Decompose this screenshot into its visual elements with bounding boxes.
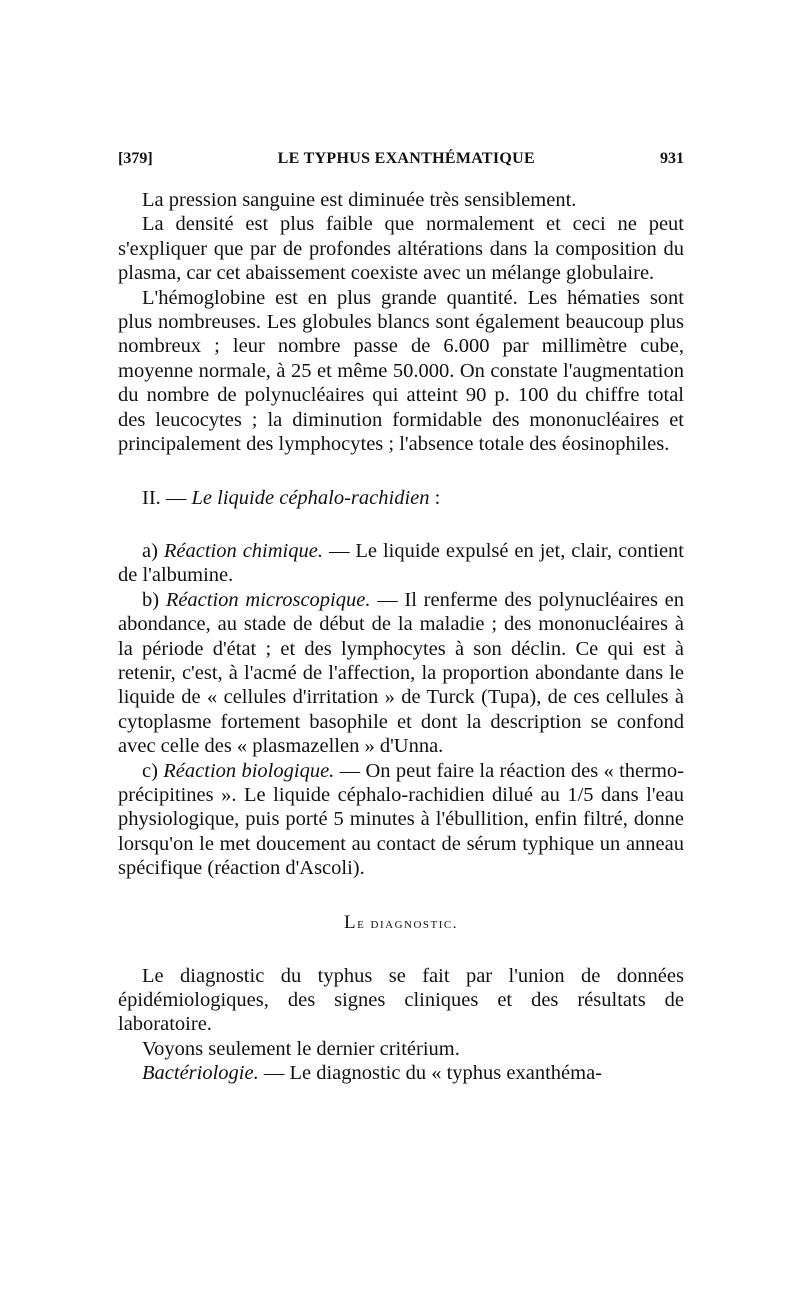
running-head — [118, 150, 684, 182]
page — [118, 150, 684, 1086]
paragraph-microscopic-reaction — [118, 588, 684, 759]
paragraph-density: La densité est plus faible que normalement et ceci ne peut s'expliquer que par de profondes altérations dans la composition du plasma, car cet abaissement coexiste avec un mélange globulaire. — [118, 213, 684, 285]
item-c-label: c) — [142, 759, 158, 782]
section-title-csf — [118, 486, 684, 510]
header-left-number: [379] — [118, 150, 153, 167]
paragraph-bacteriology — [118, 1061, 684, 1085]
item-b-title: Réaction microscopique. — [165, 588, 371, 611]
item-b-text: — Il renferme des polynucléaires en abondance, au stade de début de la maladie ; des mononucléaires à la période d'état ; et des lymphocytes à son déclin. Ce qui est à retenir, c'est, à l'acmé de l'affection, la proportion abondante dans le liquide de « cellules d'irritation » de Turck (Tupa), de ces cellules à cytoplasme fortement basophile et dont la description se confond avec celle des « plasmazellen » d'Unna. — [118, 588, 685, 758]
paragraph-diagnostic-union: Le diagnostic du typhus se fait par l'union de données épidémiologiques, des signes cliniques et des résultats de laboratoire. — [118, 964, 684, 1036]
bacteriology-text: — Le diagnostic du « typhus exanthéma- — [263, 1062, 603, 1085]
paragraph-blood-pressure: La pression sanguine est diminuée très sensiblement. — [142, 189, 577, 211]
paragraph-last-criterion: Voyons seulement le dernier critérium. — [142, 1037, 460, 1060]
item-a-title: Réaction chimique. — [163, 539, 323, 562]
diagnostic-heading-rest: e diagnostic. — [357, 915, 459, 932]
running-title: LE TYPHUS EXANTHÉMATIQUE — [277, 150, 535, 167]
paragraph-chemical-reaction — [118, 539, 684, 588]
section-title-colon: : — [429, 487, 441, 510]
diagnostic-heading — [118, 911, 684, 936]
item-c-text: — On peut faire la réaction des « thermo-précipitines ». Le liquide céphalo-rachidien dilué au 1/5 dans l'eau physiologique, puis porté 5 minutes à l'ébullition, enfin filtré, donne lorsqu'on le met doucement au contact de sérum typhique un anneau spécifique (réaction d'Ascoli). — [118, 759, 685, 880]
section-number: II. — — [142, 487, 187, 510]
paragraph-biological-reaction — [118, 759, 684, 881]
bacteriology-title: Bactériologie. — [142, 1062, 259, 1085]
item-b-label: b) — [142, 588, 160, 611]
body-text — [118, 188, 684, 1086]
page-number: 931 — [659, 150, 684, 167]
diagnostic-heading-initial: L — [343, 911, 358, 933]
section-title-text: Le liquide céphalo-rachidien — [191, 487, 430, 510]
item-a-label: a) — [142, 539, 158, 562]
paragraph-hemoglobin: L'hémoglobine est en plus grande quantité. Les hématies sont plus nombreuses. Les globules blancs sont également beaucoup plus nombreux ; leur nombre passe de 6.000 par millimètre cube, moyenne normale, à 25 et même 50.000. On constate l'augmentation du nombre de polynucléaires qui atteint 90 p. 100 du chiffre total des leucocytes ; la diminution formidable des mononucléaires et principalement des lymphocytes ; l'absence totale des éosinophiles. — [118, 286, 684, 456]
item-c-title: Réaction biologique. — [163, 759, 335, 782]
item-a-text: — Le liquide expulsé en jet, clair, contient de l'albumine. — [118, 539, 684, 587]
